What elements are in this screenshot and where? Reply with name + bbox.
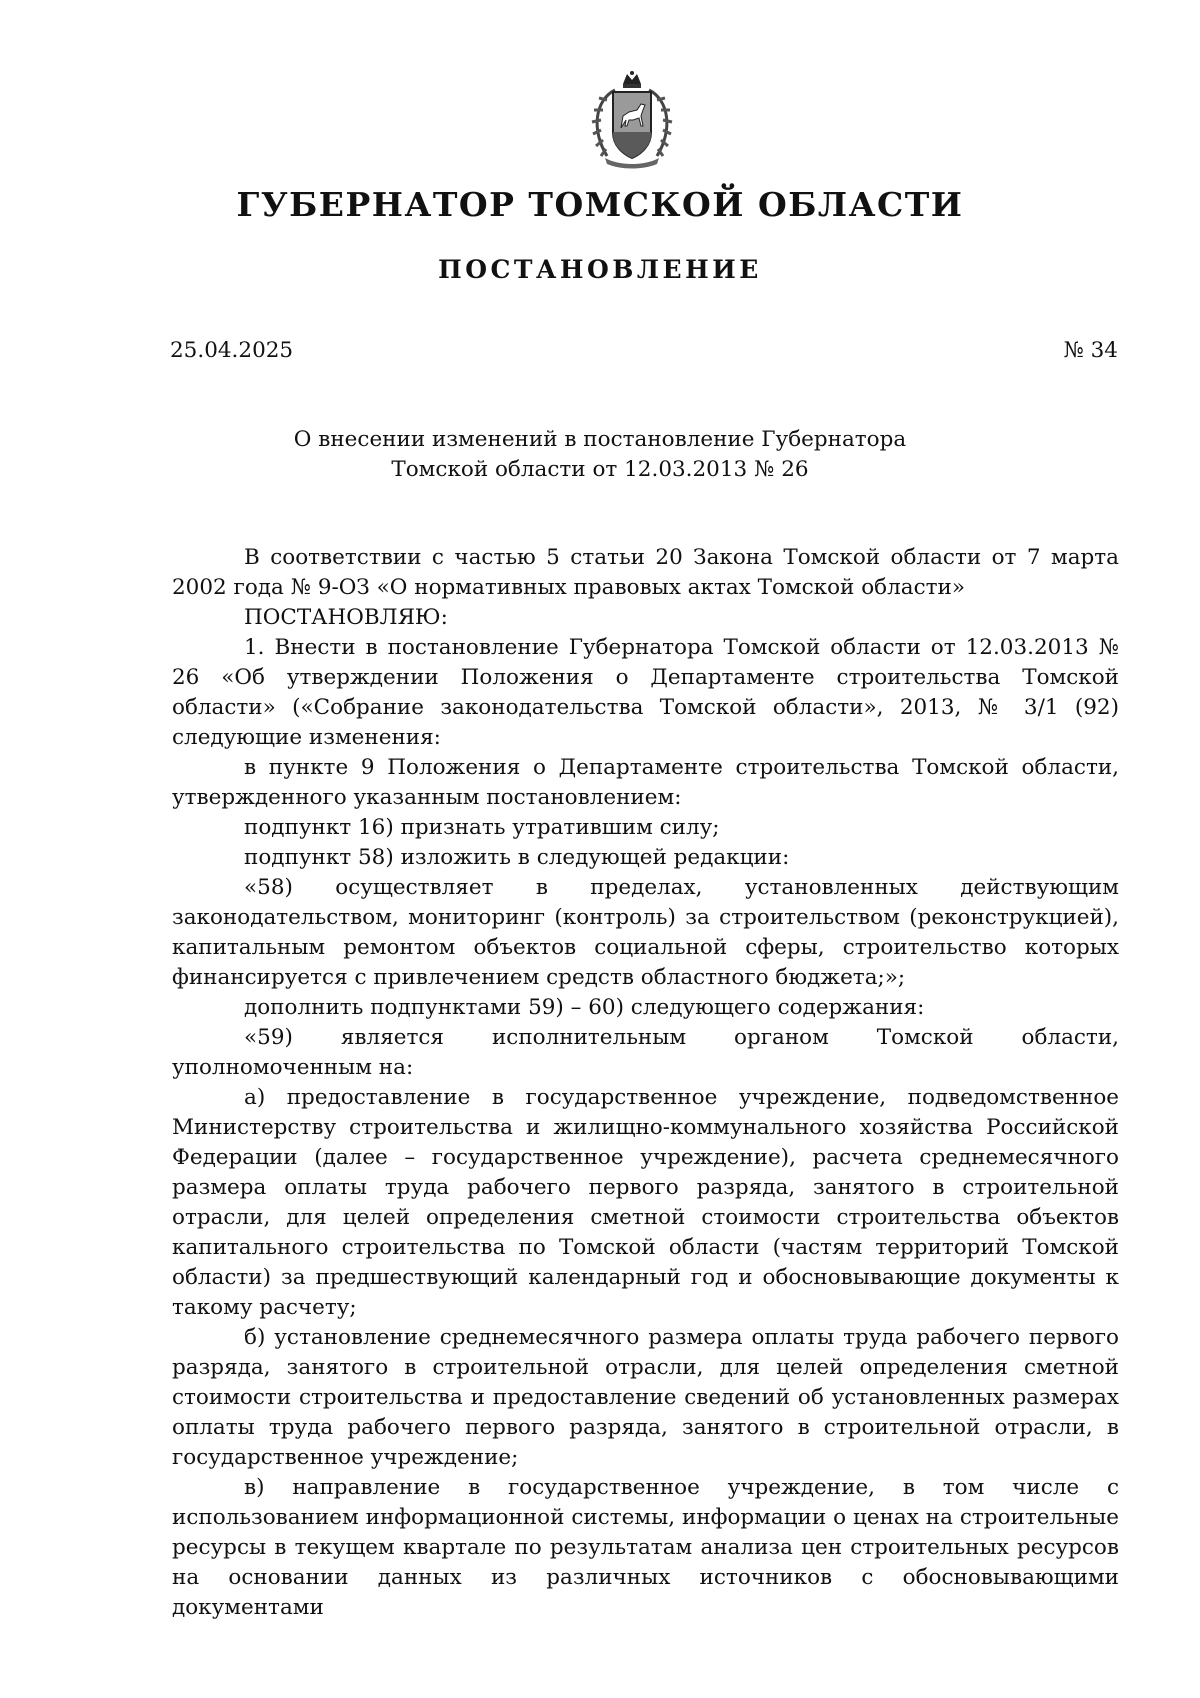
body-paragraph: В соответствии с частью 5 статьи 20 Закона Томской области от 7 марта 2002 года № 9-ОЗ «О нормативных правовых актах Томской области» <box>172 545 1119 600</box>
document-number: № 34 <box>1063 338 1118 363</box>
body-paragraph: подпункт 16) признать утратившим силу; <box>244 815 720 840</box>
document-date: 25.04.2025 <box>170 338 294 363</box>
subject-line: О внесении изменений в постановление Губернатора <box>293 427 907 452</box>
body-paragraph: в пункте 9 Положения о Департаменте строительства Томской области, утвержденного указанным постановлением: <box>172 755 1119 810</box>
document-type: ПОСТАНОВЛЕНИЕ <box>438 255 762 284</box>
issuer-title: ГУБЕРНАТОР ТОМСКОЙ ОБЛАСТИ <box>236 185 964 224</box>
document-subject <box>250 425 950 485</box>
body-paragraph: «59) является исполнительным органом Томской области, уполномоченным на: <box>172 1025 1119 1080</box>
coat-of-arms-icon <box>585 70 679 172</box>
resolution-word: ПОСТАНОВЛЯЮ: <box>244 605 448 630</box>
document-body <box>172 543 1119 1623</box>
body-paragraph: 1. Внести в постановление Губернатора Томской области от 12.03.2013 № 26 «Об утверждении Положения о Департаменте строительства Томской области» («Собрание законодательства Томской области», 2013, № 3/1 (92) следующие изменения: <box>172 635 1119 750</box>
body-paragraph: а) предоставление в государственное учреждение, подведомственное Министерству строительства и жилищно-коммунального хозяйства Российской Федерации (далее – государственное учреждение), расчета среднемесячного размера оплаты труда рабочего первого разряда, занятого в строительной отрасли, для целей определения сметной стоимости строительства объектов капитального строительства по Томской области (частям территорий Томской области) за предшествующий календарный год и обосновывающие документы к такому расчету; <box>172 1085 1119 1320</box>
body-paragraph: подпункт 58) изложить в следующей редакции: <box>244 845 790 870</box>
body-paragraph: б) установление среднемесячного размера оплаты труда рабочего первого разряда, занятого в строительной отрасли, для целей определения сметной стоимости строительства и предоставление сведений об установленных размерах оплаты труда рабочего первого разряда, занятого в строительной отрасли, в государственное учреждение; <box>172 1325 1119 1470</box>
body-paragraph: в) направление в государственное учреждение, в том числе с использованием информационной системы, информации о ценах на строительные ресурсы в текущем квартале по результатам анализа цен строительных ресурсов на основании данных из различных источников с обосновывающими документами <box>172 1475 1119 1620</box>
body-paragraph: «58) осуществляет в пределах, установленных действующим законодательством, мониторинг (контроль) за строительством (реконструкцией), капитальным ремонтом объектов социальной сферы, строительство которых финансируется с привлечением средств областного бюджета;»; <box>172 875 1119 990</box>
body-paragraph: дополнить подпунктами 59) – 60) следующего содержания: <box>244 995 925 1020</box>
subject-line: Томской области от 12.03.2013 № 26 <box>391 457 809 482</box>
